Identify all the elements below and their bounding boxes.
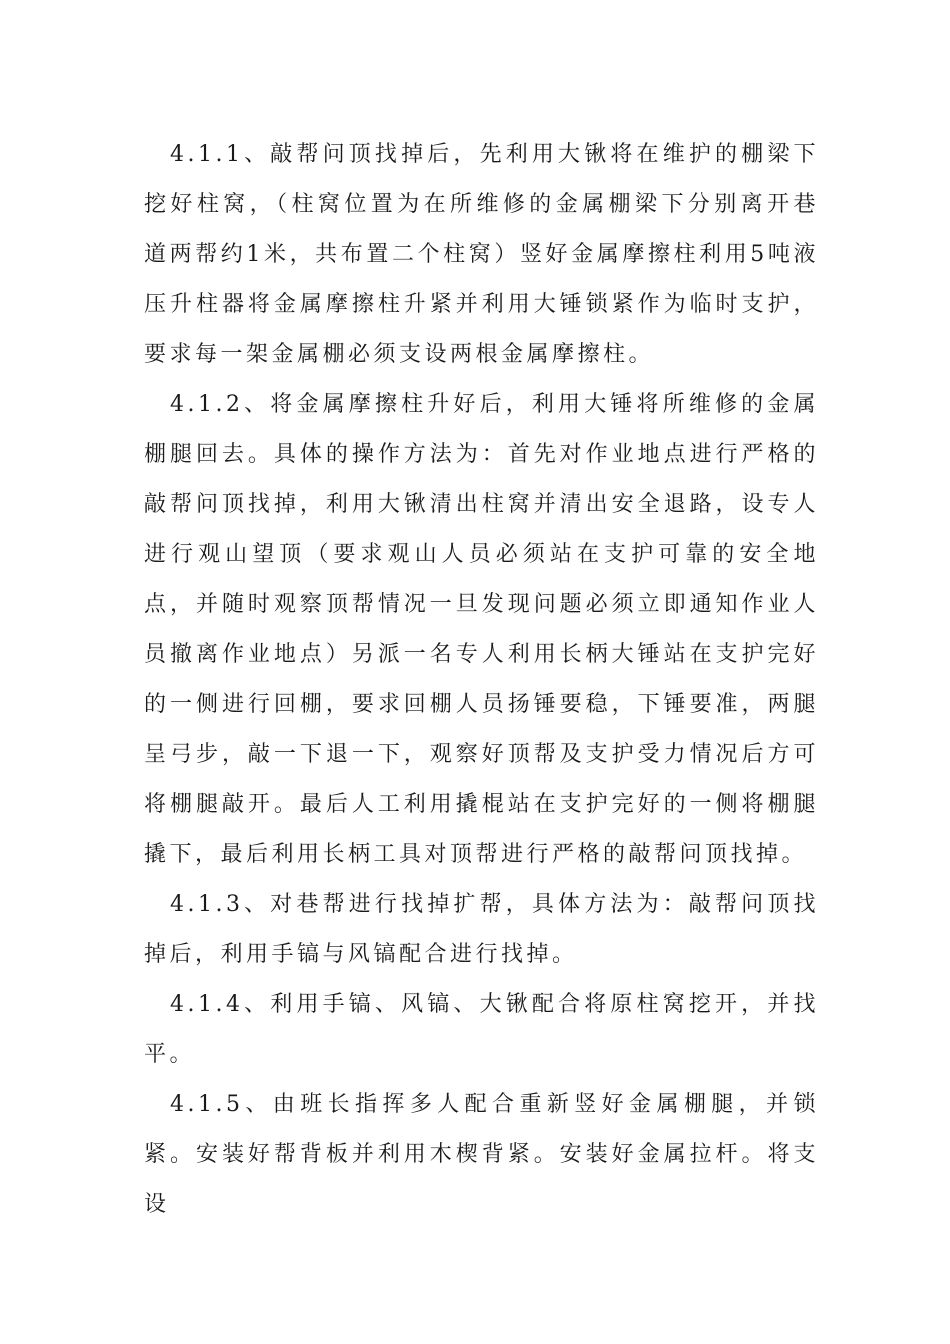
paragraph-4-1-5: 4.1.5、由班长指挥多人配合重新竖好金属棚腿，并锁紧。安装好帮背板并利用木楔背紧。安装好金属拉杆。将支设	[144, 1092, 819, 1217]
paragraph-4-1-3: 4.1.3、对巷帮进行找掉扩帮，具体方法为：敲帮问顶找掉后，利用手镐与风镐配合进行找掉。	[144, 892, 819, 967]
paragraph-4-1-2: 4.1.2、将金属摩擦柱升好后，利用大锤将所维修的金属棚腿回去。具体的操作方法为：首先对作业地点进行严格的敲帮问顶找掉，利用大锹清出柱窝并清出安全退路，设专人进行观山望顶（要求观山人员必须站在支护可靠的安全地点，并随时观察顶帮情况一旦发现问题必须立即通知作业人员撤离作业地点）另派一名专人利用长柄大锤站在支护完好的一侧进行回棚，要求回棚人员扬锤要稳，下锤要准，两腿呈弓步，敲一下退一下，观察好顶帮及支护受力情况后方可将棚腿敲开。最后人工利用撬棍站在支护完好的一侧将棚腿撬下，最后利用长柄工具对顶帮进行严格的敲帮问顶找掉。	[144, 392, 819, 867]
paragraph-4-1-4: 4.1.4、利用手镐、风镐、大锹配合将原柱窝挖开，并找平。	[144, 992, 819, 1067]
paragraph-4-1-1: 4.1.1、敲帮问顶找掉后，先利用大锹将在维护的棚梁下挖好柱窝，（柱窝位置为在所维修的金属棚梁下分别离开巷道两帮约1米，共布置二个柱窝）竖好金属摩擦柱利用5吨液压升柱器将金属摩擦柱升紧并利用大锤锁紧作为临时支护，要求每一架金属棚必须支设两根金属摩擦柱。	[144, 142, 819, 367]
document-body	[144, 130, 819, 1230]
